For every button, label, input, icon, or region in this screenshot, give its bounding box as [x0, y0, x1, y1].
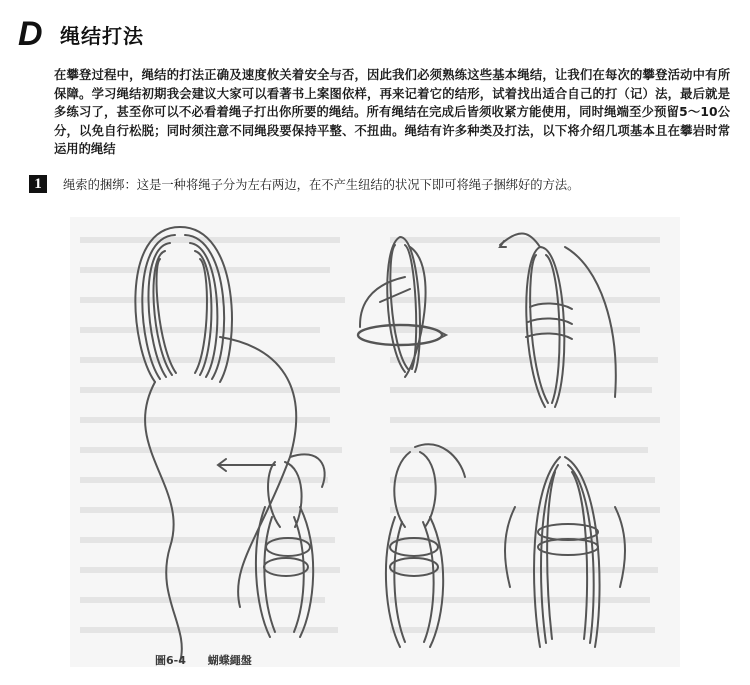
section-title: 绳结打法 — [60, 23, 144, 48]
section-letter: D — [18, 15, 43, 53]
figure-caption — [155, 652, 252, 668]
step-description: 绳索的捆绑：这是一种将绳子分为左右两边，在不产生纽结的状况下即可将绳子捆绑好的方法。 — [63, 178, 580, 192]
step-number-badge: 1 — [29, 175, 47, 193]
background-text-lines — [70, 217, 680, 667]
rope-illustration — [60, 207, 690, 677]
section-header — [18, 14, 144, 54]
figure-caption-number: 圖6-4 — [155, 654, 186, 667]
figure-caption-title: 蝴蝶繩盤 — [207, 654, 252, 667]
intro-paragraph: 在攀登过程中，绳结的打法正确及速度攸关着安全与否，因此我们必须熟练这些基本绳结，让我们在每次的攀登活动中有所保障。学习绳结初期我会建议大家可以看著书上案图依样，再来记着它的结形，试着找出适合自己的打（记）法，最后就是多练习了，甚至你可以不必看着绳子打出你所要的绳结。所有绳结在完成后皆须收紧方能使用，同时绳端至少预留5～10公分，以免自行松脱；同时须注意不同绳段要保持平整、不扭曲。绳结有许多种类及打法，以下将介绍几项基本且在攀岩时常运用的绳结 — [54, 68, 730, 157]
figure-rope-coiling — [60, 207, 690, 677]
step-1 — [29, 175, 579, 193]
